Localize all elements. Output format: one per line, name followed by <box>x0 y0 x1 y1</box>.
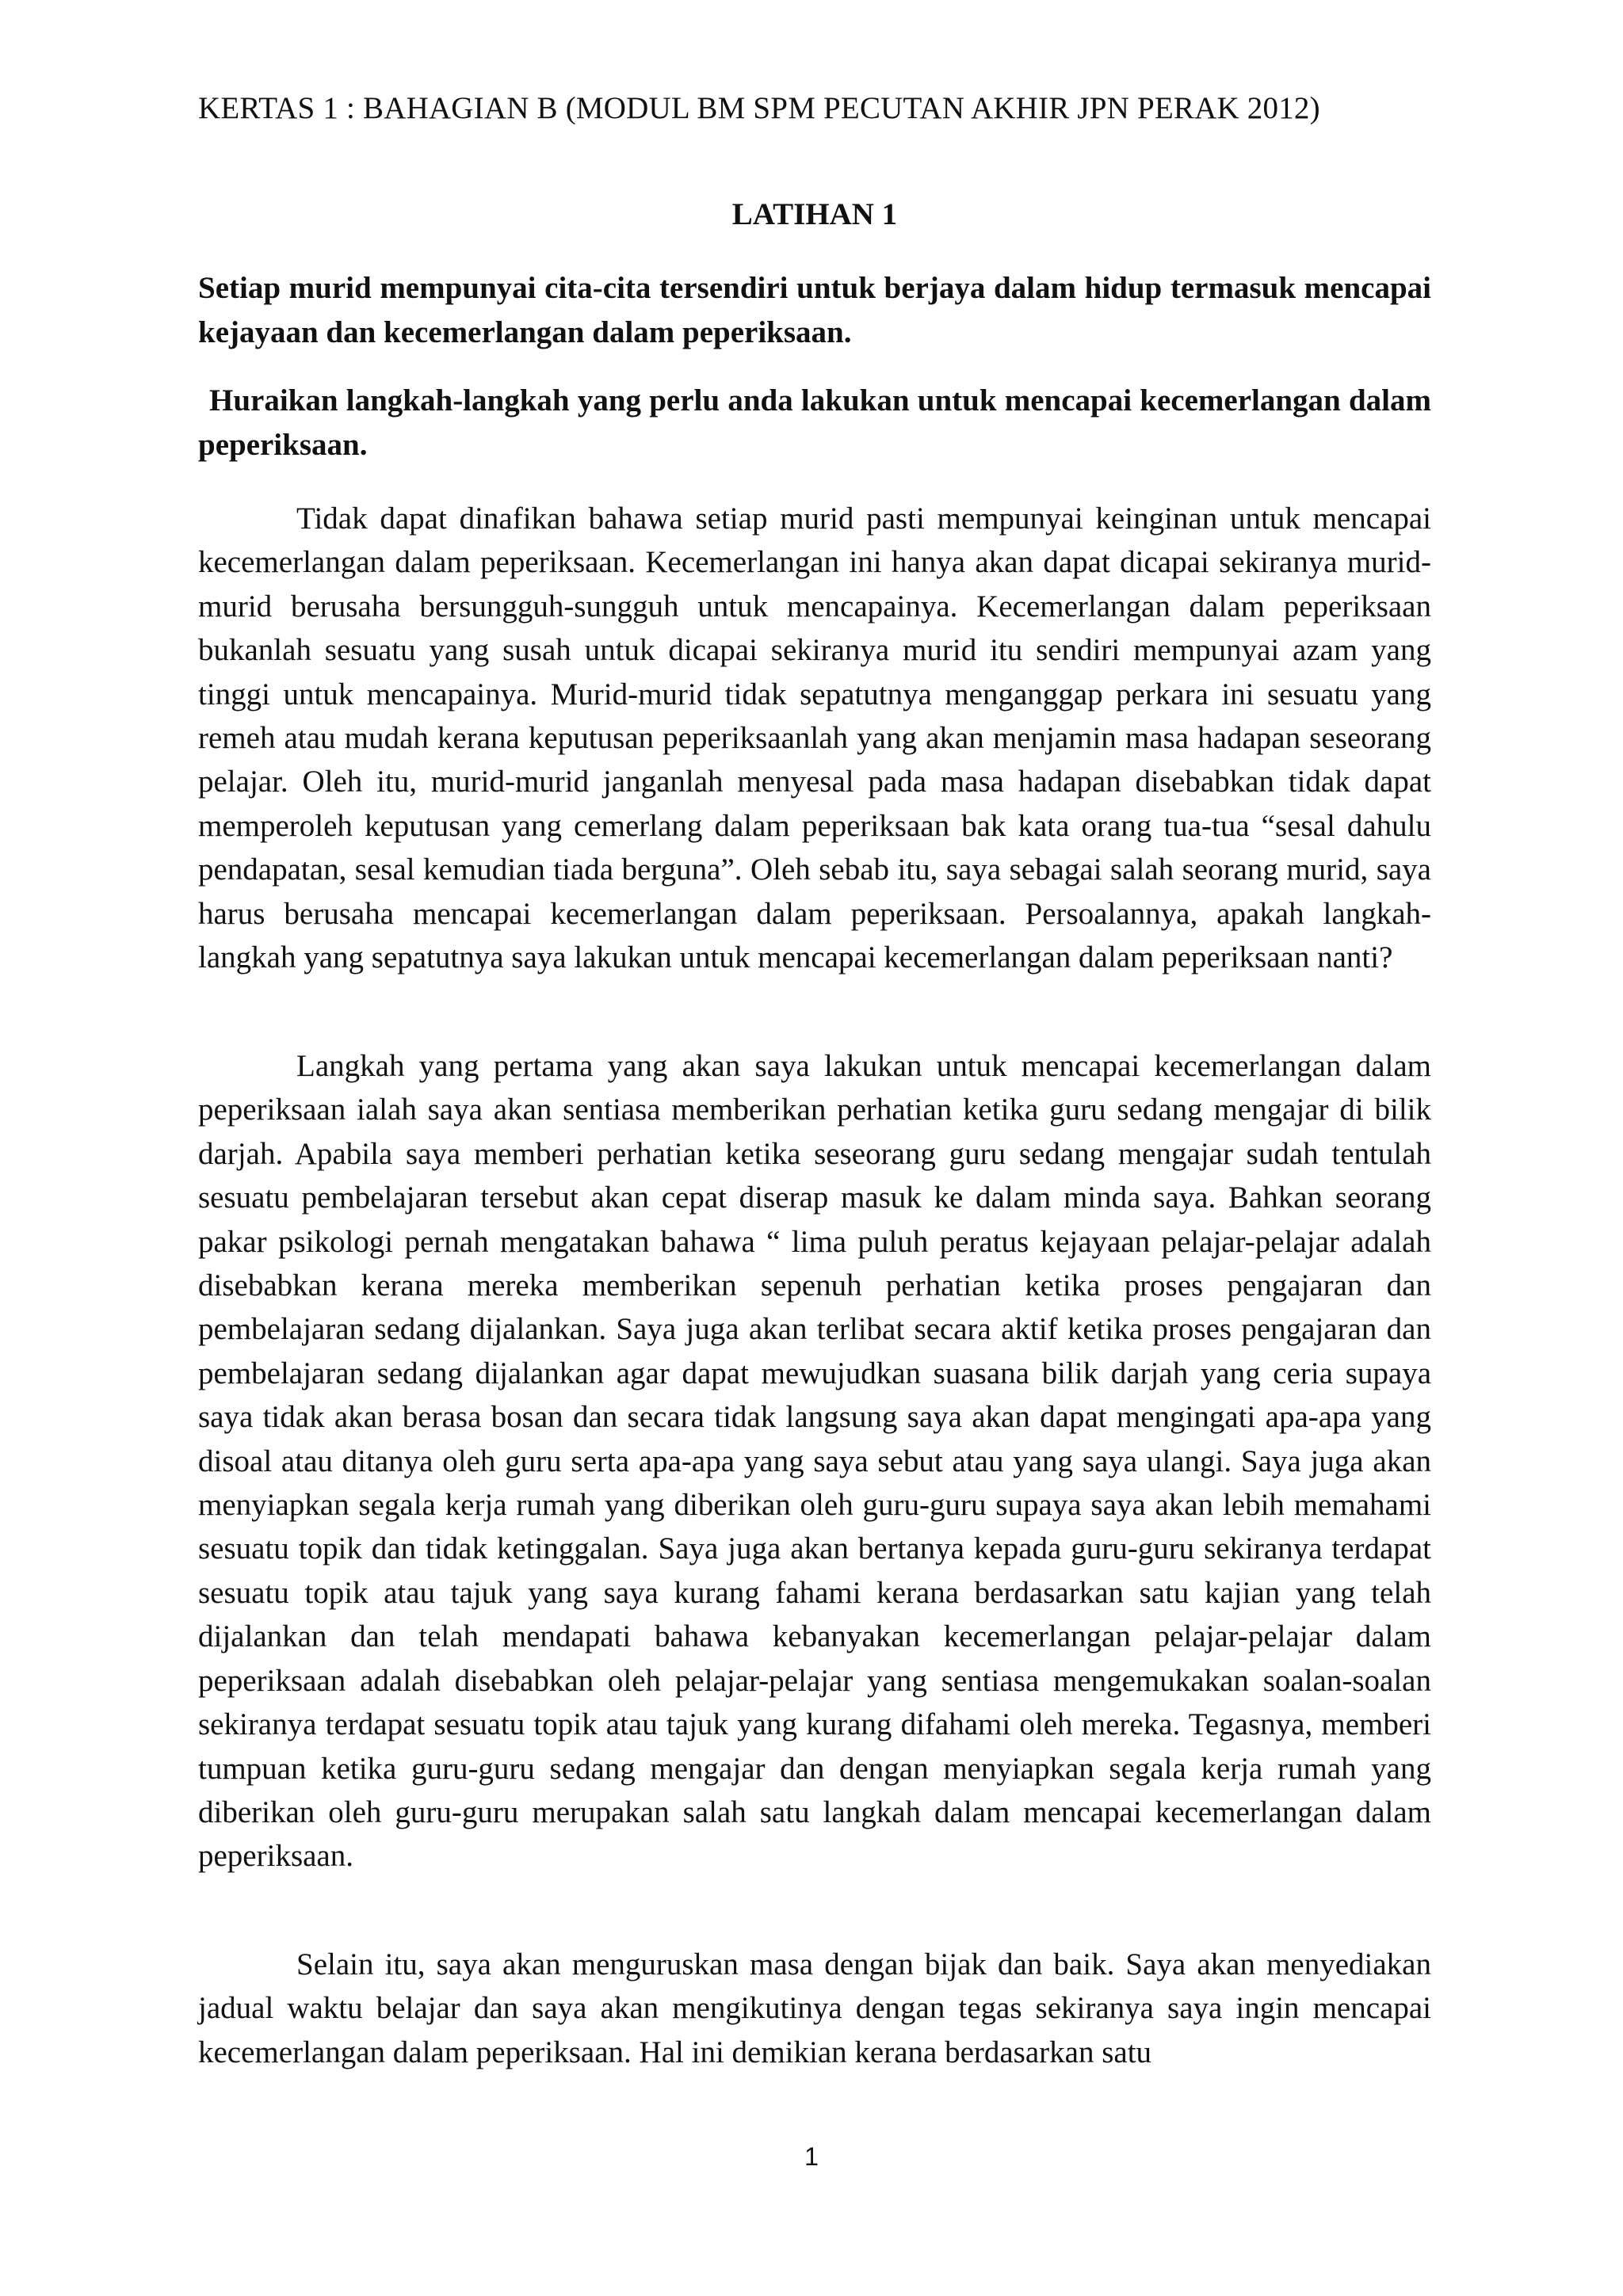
exercise-title: LATIHAN 1 <box>731 197 898 231</box>
essay-question: Huraikan langkah-langkah yang perlu anda lakukan untuk mencapai kecemerlangan dalam peperiksaan. <box>198 383 1431 462</box>
paragraph-first-step: Langkah yang pertama yang akan saya lakukan untuk mencapai kecemerlangan dalam peperiksaan ialah saya akan sentiasa memberikan perhatian ketika guru sedang mengajar di bilik darjah. Apabila saya memberi perhatian ketika seseorang guru sedang mengajar sudah tentulah sesuatu pembelajaran tersebut akan cepat diserap masuk ke dalam minda saya. Bahkan seorang pakar psikologi pernah mengatakan bahawa “ lima puluh peratus kejayaan pelajar-pelajar adalah disebabkan kerana mereka memberikan sepenuh perhatian ketika proses pengajaran dan pembelajaran sedang dijalankan. Saya juga akan terlibat secara aktif ketika proses pengajaran dan pembelajaran sedang dijalankan agar dapat mewujudkan suasana bilik darjah yang ceria supaya saya tidak akan berasa bosan dan secara tidak langsung saya akan dapat mengingati apa-apa yang disoal atau ditanya oleh guru serta apa-apa yang saya sebut atau yang saya ulangi. Saya juga akan menyiapkan segala kerja rumah yang diberikan oleh guru-guru supaya saya akan lebih memahami sesuatu topik dan tidak ketinggalan. Saya juga akan bertanya kepada guru-guru sekiranya terdapat sesuatu topik atau tajuk yang saya kurang fahami kerana berdasarkan satu kajian yang telah dijalankan dan telah mendapati bahawa kebanyakan kecemerlangan pelajar-pelajar dalam peperiksaan adalah disebabkan oleh pelajar-pelajar yang sentiasa mengemukakan soalan-soalan sekiranya terdapat sesuatu topik atau tajuk yang kurang difahami oleh mereka. Tegasnya, memberi tumpuan ketika guru-guru sedang mengajar dan dengan menyiapkan segala kerja rumah yang diberikan oleh guru-guru merupakan salah satu langkah dalam mencapai kecemerlangan dalam peperiksaan. <box>198 1049 1431 1874</box>
paragraph-second-step: Selain itu, saya akan menguruskan masa dengan bijak dan baik. Saya akan menyediakan jadual waktu belajar dan saya akan mengikutinya dengan tegas sekiranya saya ingin mencapai kecemerlangan dalam peperiksaan. Hal ini demikian kerana berdasarkan satu <box>198 1947 1431 2069</box>
essay-prompt: Setiap murid mempunyai cita-cita tersendiri untuk berjaya dalam hidup termasuk mencapai kejayaan dan kecemerlangan dalam peperiksaan. <box>198 271 1431 349</box>
document-header: KERTAS 1 : BAHAGIAN B (MODUL BM SPM PECUTAN AKHIR JPN PERAK 2012) <box>198 91 1320 125</box>
page-number: 1 <box>804 2142 819 2171</box>
paragraph-introduction: Tidak dapat dinafikan bahawa setiap murid pasti mempunyai keinginan untuk mencapai kecemerlangan dalam peperiksaan. Kecemerlangan ini hanya akan dapat dicapai sekiranya murid-murid berusaha bersungguh-sungguh untuk mencapainya. Kecemerlangan dalam peperiksaan bukanlah sesuatu yang susah untuk dicapai sekiranya murid itu sendiri mempunyai azam yang tinggi untuk mencapainya. Murid-murid tidak sepatutnya menganggap perkara ini sesuatu yang remeh atau mudah kerana keputusan peperiksaanlah yang akan menjamin masa hadapan seseorang pelajar. Oleh itu, murid-murid janganlah menyesal pada masa hadapan disebabkan tidak dapat memperoleh keputusan yang cemerlang dalam peperiksaan bak kata orang tua-tua “sesal dahulu pendapatan, sesal kemudian tiada berguna”. Oleh sebab itu, saya sebagai salah seorang murid, saya harus berusaha mencapai kecemerlangan dalam peperiksaan. Persoalannya, apakah langkah-langkah yang sepatutnya saya lakukan untuk mencapai kecemerlangan dalam peperiksaan nanti? <box>198 502 1431 975</box>
